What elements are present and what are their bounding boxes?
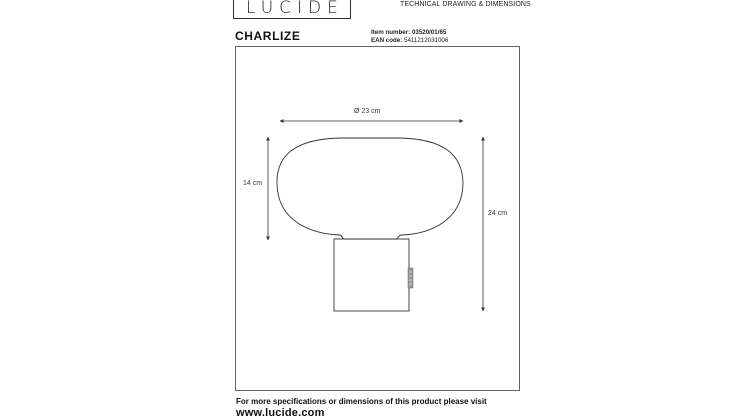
- ean-label: EAN code:: [371, 37, 403, 44]
- lamp-shade-outline: [277, 138, 463, 239]
- item-number-label: Item number:: [371, 29, 411, 36]
- shade-height-label: 14 cm: [243, 180, 263, 187]
- ean-value: 5411212031006: [404, 37, 449, 44]
- item-number-value: 03520/01/65: [411, 29, 447, 36]
- switch-icon: [408, 268, 413, 288]
- brand-logo-text: LUCIDE: [246, 0, 344, 18]
- footer-website-link[interactable]: www.lucide.com: [236, 407, 325, 419]
- document-type-label: TECHNICAL DRAWING & DIMENSIONS: [400, 1, 531, 8]
- product-name: CHARLIZE: [235, 29, 301, 43]
- diameter-label: Ø 23 cm: [354, 108, 381, 115]
- total-height-label: 24 cm: [488, 210, 508, 217]
- lamp-base-outline: [334, 239, 409, 311]
- footer-note: For more specifications or dimensions of this product please visit: [236, 397, 487, 406]
